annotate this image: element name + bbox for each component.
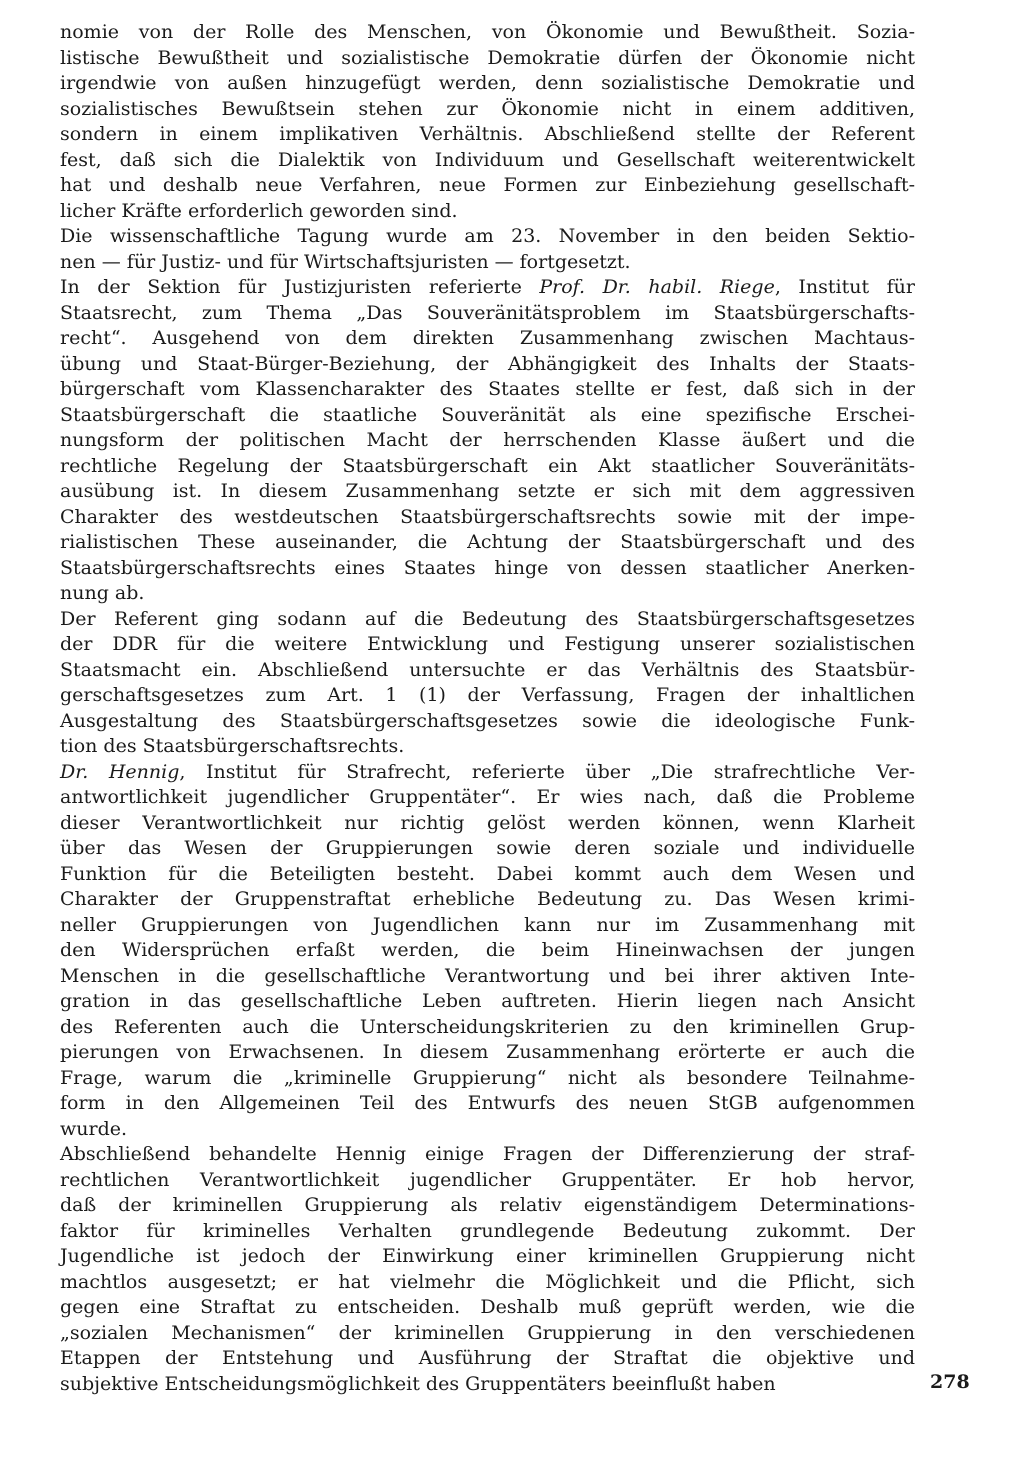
- text-line: rechtliche Regelung der Staatsbürgerschaft ein Akt staatlicher Souveränitäts-: [60, 454, 915, 477]
- text-line: Frage, warum die „kriminelle Gruppierung“ nicht als besondere Teilnahme-: [60, 1066, 915, 1089]
- text-line: Dr. Hennig, Institut für Strafrecht, referierte über „Die strafrechtliche Ver-: [60, 760, 915, 783]
- author-name: Prof. Dr. habil. Riege: [539, 276, 775, 298]
- text-line: bürgerschaft vom Klassencharakter des Staates stellte er fest, daß sich in der: [60, 378, 915, 400]
- text-line: Charakter der Gruppenstraftat erhebliche Bedeutung zu. Das Wesen krimi-: [60, 888, 915, 910]
- page-number: 278: [930, 1371, 970, 1393]
- text-line: licher Kräfte erforderlich geworden sind.: [60, 199, 458, 222]
- body-text: [60, 20, 915, 1397]
- text-line: rechtlichen Verantwortlichkeit jugendlicher Gruppentäter. Er hob hervor,: [60, 1168, 915, 1191]
- text-line: Die wissenschaftliche Tagung wurde am 23. November in den beiden Sektio-: [60, 225, 915, 247]
- text-line: daß der kriminellen Gruppierung als relativ eigenständigem Determinations-: [60, 1194, 915, 1216]
- text-line: tion des Staatsbürgerschaftsrechts.: [60, 735, 405, 757]
- text-line: form in den Allgemeinen Teil des Entwurfs des neuen StGB aufgenommen: [60, 1092, 915, 1114]
- text-line: Staatsbürgerschaft die staatliche Souveränität als eine spezifische Erschei-: [60, 403, 915, 426]
- text-line: subjektive Entscheidungsmöglichkeit des Gruppentäters beeinflußt haben: [60, 1372, 776, 1395]
- text-line: sozialistisches Bewußtsein stehen zur Ökonomie nicht in einem additiven,: [60, 97, 915, 120]
- text-line: nomie von der Rolle des Menschen, von Ökonomie und Bewußtheit. Sozia-: [60, 21, 915, 43]
- text-line: nung ab.: [60, 582, 145, 604]
- text-line: antwortlichkeit jugendlicher Gruppentäter“. Er wies nach, daß die Probleme: [60, 786, 915, 808]
- text-line: neller Gruppierungen von Jugendlichen kann nur im Zusammenhang mit: [60, 913, 915, 936]
- text-line: irgendwie von außen hinzugefügt werden, denn sozialistische Demokratie und: [60, 72, 915, 94]
- text-line: Jugendliche ist jedoch der Einwirkung einer kriminellen Gruppierung nicht: [60, 1245, 915, 1267]
- text-line: übung und Staat-Bürger-Beziehung, der Abhängigkeit des Inhalts der Staats-: [60, 352, 915, 375]
- text-line: faktor für kriminelles Verhalten grundlegende Bedeutung zukommt. Der: [60, 1219, 915, 1242]
- text-line: den Widersprüchen erfaßt werden, die beim Hineinwachsen der jungen: [60, 939, 915, 961]
- text-line: nen — für Justiz- und für Wirtschaftsjuristen — fortgesetzt.: [60, 250, 631, 273]
- text-line: gerschaftsgesetzes zum Art. 1 (1) der Verfassung, Fragen der inhaltlichen: [60, 684, 915, 706]
- text-line: Ausgestaltung des Staatsbürgerschaftsgesetzes sowie die ideologische Funk-: [60, 709, 915, 732]
- text-line: gegen eine Straftat zu entscheiden. Deshalb muß geprüft werden, wie die: [60, 1296, 915, 1318]
- text-line: Charakter des westdeutschen Staatsbürgerschaftsrechts sowie mit der impe-: [60, 505, 915, 528]
- text-line: Staatsbürgerschaftsrechts eines Staates hinge von dessen staatlicher Anerken-: [60, 556, 915, 579]
- text-line: gration in das gesellschaftliche Leben auftreten. Hierin liegen nach Ansicht: [60, 990, 915, 1012]
- text-line: Staatsrecht, zum Thema „Das Souveränitätsproblem im Staatsbürgerschafts-: [60, 301, 915, 324]
- text-line: Abschließend behandelte Hennig einige Fragen der Differenzierung der straf-: [60, 1143, 915, 1165]
- text-line: machtlos ausgesetzt; er hat vielmehr die Möglichkeit und die Pflicht, sich: [60, 1270, 915, 1293]
- author-name: Dr. Hennig: [60, 760, 180, 783]
- text-line: rialistischen These auseinander, die Achtung der Staatsbürgerschaft und des: [60, 531, 915, 553]
- text-line: pierungen von Erwachsenen. In diesem Zusammenhang erörterte er auch die: [60, 1041, 915, 1063]
- text-line: ausübung ist. In diesem Zusammenhang setzte er sich mit dem aggressiven: [60, 480, 915, 502]
- text-line: Staatsmacht ein. Abschließend untersuchte er das Verhältnis des Staatsbür-: [60, 658, 915, 681]
- text-line: recht“. Ausgehend von dem direkten Zusammenhang zwischen Machtaus-: [60, 327, 915, 349]
- text-line: listische Bewußtheit und sozialistische Demokratie dürfen der Ökonomie nicht: [60, 46, 915, 69]
- text-line: Funktion für die Beteiligten besteht. Dabei kommt auch dem Wesen und: [60, 862, 915, 885]
- text-line: dieser Verantwortlichkeit nur richtig gelöst werden können, wenn Klarheit: [60, 811, 915, 834]
- text-line: nungsform der politischen Macht der herrschenden Klasse äußert und die: [60, 429, 915, 451]
- text-line: In der Sektion für Justizjuristen referierte Prof. Dr. habil. Riege, Institut für: [60, 276, 915, 298]
- text-line: wurde.: [60, 1117, 128, 1140]
- text-line: sondern in einem implikativen Verhältnis. Abschließend stellte der Referent: [60, 123, 915, 145]
- text-line: hat und deshalb neue Verfahren, neue Formen zur Einbeziehung gesellschaft-: [60, 174, 915, 196]
- text-line: fest, daß sich die Dialektik von Individuum und Gesellschaft weiterentwickelt: [60, 148, 915, 171]
- text-line: Menschen in die gesellschaftliche Verantwortung und bei ihrer aktiven Inte-: [60, 964, 915, 987]
- text-line: Der Referent ging sodann auf die Bedeutung des Staatsbürgerschaftsgesetzes: [60, 607, 915, 630]
- text-line: über das Wesen der Gruppierungen sowie deren soziale und individuelle: [60, 837, 915, 859]
- text-line: Etappen der Entstehung und Ausführung der Straftat die objektive und: [60, 1347, 915, 1369]
- text-line: der DDR für die weitere Entwicklung und Festigung unserer sozialistischen: [60, 633, 915, 655]
- text-line: des Referenten auch die Unterscheidungskriterien zu den kriminellen Grup-: [60, 1015, 915, 1038]
- text-line: „sozialen Mechanismen“ der kriminellen Gruppierung in den verschiedenen: [60, 1321, 915, 1344]
